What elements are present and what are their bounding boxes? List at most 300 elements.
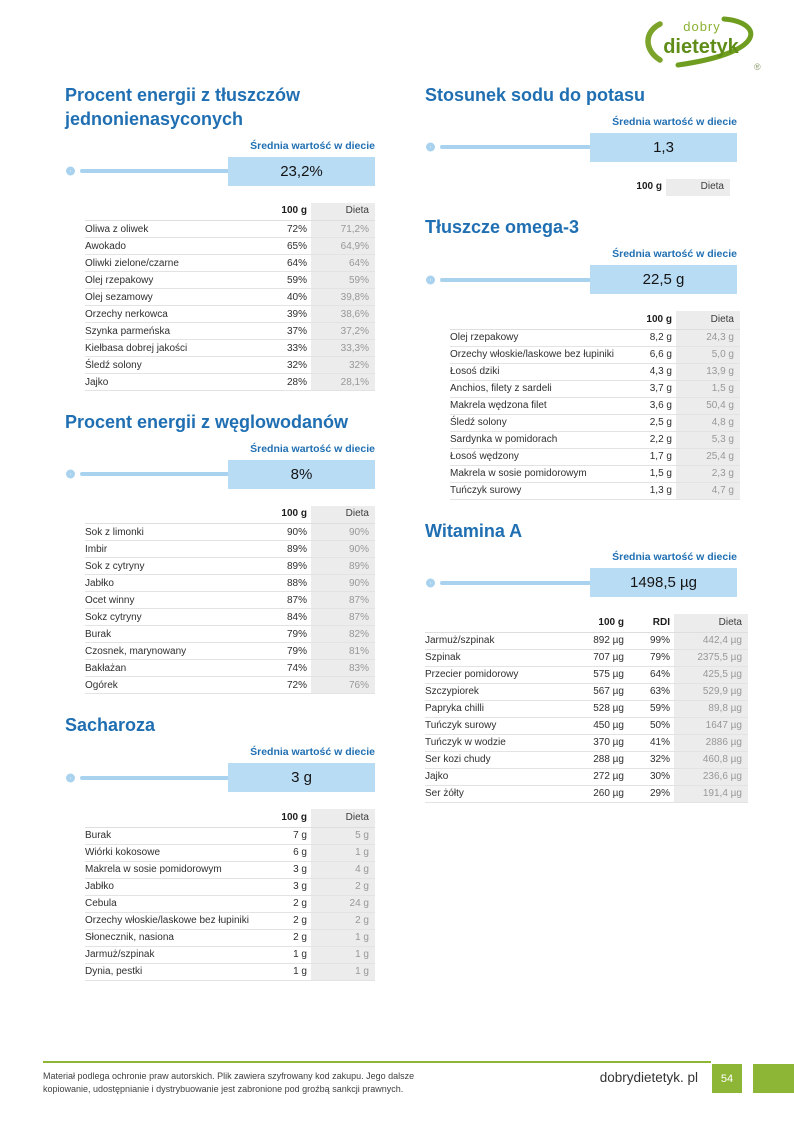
table-row	[85, 844, 375, 861]
table-row	[85, 878, 375, 895]
slider-knob-icon	[426, 275, 435, 284]
column-header: RDI	[628, 614, 674, 632]
table-row	[425, 666, 748, 683]
slider-knob-icon	[66, 773, 75, 782]
product-name-cell: Sok z cytryny	[85, 558, 259, 575]
value-cell: 5,3 g	[676, 431, 740, 448]
nutrient-table-wrap	[425, 614, 748, 803]
product-column-header	[442, 179, 614, 197]
nutrient-section	[425, 84, 748, 196]
avg-value-box: 8%	[228, 460, 375, 489]
product-name-cell: Burak	[85, 827, 259, 844]
column-header: 100 g	[259, 506, 311, 524]
avg-value-box: 3 g	[228, 763, 375, 792]
left-column	[65, 84, 375, 1001]
nutrient-table	[442, 179, 730, 197]
section-title: Procent energii z węglowodanów	[65, 412, 349, 432]
value-cell: 3 g	[259, 878, 311, 895]
value-cell: 892 µg	[572, 632, 628, 649]
table-row	[85, 323, 375, 340]
value-cell: 1 g	[259, 963, 311, 980]
nutrient-table	[450, 311, 740, 500]
product-name-cell: Sok z limonki	[85, 524, 259, 541]
value-slider	[425, 265, 737, 294]
value-cell: 288 µg	[572, 751, 628, 768]
nutrient-section	[425, 216, 748, 499]
table-row	[425, 683, 748, 700]
table-row	[85, 340, 375, 357]
value-cell: 2 g	[311, 878, 375, 895]
value-cell: 99%	[628, 632, 674, 649]
product-name-cell: Wiórki kokosowe	[85, 844, 259, 861]
value-cell: 575 µg	[572, 666, 628, 683]
footer-divider	[43, 1061, 711, 1063]
avg-value-label: Średnia wartość w diecie	[250, 746, 375, 758]
product-name-cell: Szpinak	[425, 649, 572, 666]
table-row	[425, 649, 748, 666]
value-cell: 90%	[311, 575, 375, 592]
value-cell: 28%	[259, 374, 311, 391]
value-cell: 8,2 g	[624, 329, 676, 346]
value-cell: 71,2%	[311, 221, 375, 238]
value-cell: 260 µg	[572, 785, 628, 802]
value-cell: 2 g	[259, 912, 311, 929]
product-name-cell: Śledź solony	[450, 414, 624, 431]
table-row	[85, 929, 375, 946]
product-name-cell: Śledź solony	[85, 357, 259, 374]
product-column-header	[85, 203, 259, 221]
value-cell: 88%	[259, 575, 311, 592]
value-cell: 2,3 g	[676, 465, 740, 482]
logo-word-bottom: dietetyk	[663, 36, 739, 58]
table-row	[85, 357, 375, 374]
product-column-header	[85, 506, 259, 524]
value-cell: 2,5 g	[624, 414, 676, 431]
table-row	[85, 626, 375, 643]
product-name-cell: Jajko	[85, 374, 259, 391]
table-row	[85, 660, 375, 677]
value-cell: 79%	[259, 626, 311, 643]
product-name-cell: Sardynka w pomidorach	[450, 431, 624, 448]
avg-value-label: Średnia wartość w diecie	[612, 115, 737, 128]
column-header: 100 g	[259, 203, 311, 221]
slider-track	[440, 581, 591, 585]
value-cell: 1,3 g	[624, 482, 676, 499]
avg-value-box: 1,3	[590, 133, 737, 162]
value-cell: 63%	[628, 683, 674, 700]
value-cell: 37,2%	[311, 323, 375, 340]
product-name-cell: Łosoś dziki	[450, 363, 624, 380]
product-name-cell: Makrela w sosie pomidorowym	[450, 465, 624, 482]
table-row	[85, 946, 375, 963]
slider-knob-icon	[426, 578, 435, 587]
section-title: Sacharoza	[65, 715, 156, 736]
product-name-cell: Łosoś wędzony	[450, 448, 624, 465]
value-cell: 72%	[259, 221, 311, 238]
product-name-cell: Sokz cytryny	[85, 609, 259, 626]
value-cell: 1,5 g	[624, 465, 676, 482]
column-header: Dieta	[311, 203, 375, 221]
value-cell: 39%	[259, 306, 311, 323]
column-header: Dieta	[311, 506, 375, 524]
value-cell: 528 µg	[572, 700, 628, 717]
value-cell: 2,2 g	[624, 431, 676, 448]
value-cell: 33%	[259, 340, 311, 357]
value-cell: 236,6 µg	[674, 768, 748, 785]
value-cell: 2 g	[311, 912, 375, 929]
value-cell: 64%	[628, 666, 674, 683]
value-cell: 2886 µg	[674, 734, 748, 751]
value-slider	[425, 568, 737, 597]
product-name-cell: Ogórek	[85, 677, 259, 694]
nutrient-section	[425, 520, 748, 803]
column-header: 100 g	[624, 311, 676, 329]
product-name-cell: Oliwa z oliwek	[85, 221, 259, 238]
value-slider	[65, 763, 375, 792]
product-name-cell: Przecier pomidorowy	[425, 666, 572, 683]
table-header-row	[85, 203, 375, 221]
value-cell: 3,6 g	[624, 397, 676, 414]
value-cell: 59%	[628, 700, 674, 717]
value-cell: 1 g	[311, 844, 375, 861]
value-cell: 74%	[259, 660, 311, 677]
value-cell: 5,0 g	[676, 346, 740, 363]
product-column-header	[425, 614, 572, 632]
table-row	[85, 255, 375, 272]
table-row	[425, 717, 748, 734]
slider-track	[440, 278, 591, 282]
value-cell: 79%	[628, 649, 674, 666]
product-name-cell: Kiełbasa dobrej jakości	[85, 340, 259, 357]
value-cell: 1647 µg	[674, 717, 748, 734]
column-header: 100 g	[259, 809, 311, 827]
slider-knob-icon	[66, 167, 75, 176]
product-column-header	[450, 311, 624, 329]
table-row	[85, 861, 375, 878]
value-cell: 2 g	[259, 895, 311, 912]
value-cell: 59%	[311, 272, 375, 289]
table-row	[85, 912, 375, 929]
table-row	[85, 575, 375, 592]
value-cell: 4,3 g	[624, 363, 676, 380]
table-row	[85, 289, 375, 306]
product-name-cell: Tuńczyk surowy	[425, 717, 572, 734]
slider-track	[80, 776, 229, 780]
value-cell: 4,8 g	[676, 414, 740, 431]
avg-value-label: Średnia wartość w diecie	[250, 139, 375, 152]
value-cell: 1 g	[311, 946, 375, 963]
product-name-cell: Ocet winny	[85, 592, 259, 609]
value-cell: 89,8 µg	[674, 700, 748, 717]
table-row	[85, 524, 375, 541]
copyright-notice	[43, 1070, 414, 1095]
product-name-cell: Jabłko	[85, 575, 259, 592]
product-name-cell: Szynka parmeńska	[85, 323, 259, 340]
nutrient-table-wrap	[85, 809, 375, 981]
value-cell: 81%	[311, 643, 375, 660]
value-cell: 87%	[259, 592, 311, 609]
value-cell: 28,1%	[311, 374, 375, 391]
value-cell: 59%	[259, 272, 311, 289]
product-name-cell: Papryka chilli	[425, 700, 572, 717]
logo-word-top: dobry	[683, 19, 721, 34]
table-row	[85, 609, 375, 626]
value-cell: 1,5 g	[676, 380, 740, 397]
value-cell: 72%	[259, 677, 311, 694]
table-header-row	[442, 179, 730, 197]
avg-value-box: 23,2%	[228, 157, 375, 186]
value-cell: 7 g	[259, 827, 311, 844]
value-cell: 1 g	[311, 963, 375, 980]
nutrient-table-wrap	[425, 179, 730, 197]
value-cell: 79%	[259, 643, 311, 660]
table-row	[85, 374, 375, 391]
table-header-row	[425, 614, 748, 632]
nutrient-table	[85, 809, 375, 981]
right-column	[425, 84, 748, 823]
product-name-cell: Makrela wędzona filet	[450, 397, 624, 414]
value-cell: 529,9 µg	[674, 683, 748, 700]
value-cell: 1 g	[259, 946, 311, 963]
value-cell: 90%	[311, 524, 375, 541]
site-link[interactable]: dobrydietetyk. pl	[599, 1070, 698, 1085]
value-cell: 442,4 µg	[674, 632, 748, 649]
value-slider	[425, 133, 737, 162]
nutrient-table	[425, 614, 748, 803]
product-name-cell: Ser żółty	[425, 785, 572, 802]
value-cell: 272 µg	[572, 768, 628, 785]
product-name-cell: Szczypiorek	[425, 683, 572, 700]
section-title: Stosunek sodu do potasu	[425, 85, 646, 105]
table-row	[450, 380, 740, 397]
value-cell: 82%	[311, 626, 375, 643]
product-name-cell: Jabłko	[85, 878, 259, 895]
table-row	[85, 541, 375, 558]
value-cell: 89%	[259, 558, 311, 575]
corner-accent	[753, 1064, 794, 1093]
avg-value-box: 1498,5 µg	[590, 568, 737, 597]
table-row	[450, 465, 740, 482]
table-row	[450, 329, 740, 346]
value-cell: 87%	[311, 592, 375, 609]
value-cell: 32%	[628, 751, 674, 768]
table-row	[85, 963, 375, 980]
product-name-cell: Orzechy włoskie/laskowe bez łupiniki	[450, 346, 624, 363]
value-cell: 191,4 µg	[674, 785, 748, 802]
nutrient-section	[65, 411, 375, 694]
value-cell: 30%	[628, 768, 674, 785]
avg-value-label: Średnia wartość w diecie	[612, 248, 737, 260]
nutrient-table-wrap	[450, 311, 740, 500]
product-name-cell: Czosnek, marynowany	[85, 643, 259, 660]
product-name-cell: Oliwki zielone/czarne	[85, 255, 259, 272]
value-cell: 90%	[259, 524, 311, 541]
value-cell: 87%	[311, 609, 375, 626]
table-header-row	[450, 311, 740, 329]
value-cell: 64%	[259, 255, 311, 272]
value-cell: 32%	[311, 357, 375, 374]
copyright-line-1: Materiał podlega ochronie praw autorskich. Plik zawiera szyfrowany kod zakupu. Jego dalsze	[43, 1071, 415, 1081]
nutrient-section	[65, 84, 375, 391]
nutrient-table	[85, 506, 375, 695]
product-name-cell: Olej sezamowy	[85, 289, 259, 306]
table-header-row	[85, 506, 375, 524]
value-cell: 84%	[259, 609, 311, 626]
page-number-badge: 54	[712, 1064, 742, 1093]
column-header: Dieta	[311, 809, 375, 827]
table-row	[450, 431, 740, 448]
logo-swoosh-icon	[624, 10, 786, 74]
value-cell: 5 g	[311, 827, 375, 844]
product-name-cell: Olej rzepakowy	[85, 272, 259, 289]
value-cell: 425,5 µg	[674, 666, 748, 683]
table-row	[85, 306, 375, 323]
value-slider	[65, 460, 375, 489]
product-name-cell: Dynia, pestki	[85, 963, 259, 980]
value-cell: 707 µg	[572, 649, 628, 666]
slider-knob-icon	[426, 143, 435, 152]
table-row	[450, 482, 740, 499]
section-title: Procent energii z tłuszczów jednonienasyconych	[65, 85, 301, 129]
brand-logo	[624, 10, 786, 74]
nutrient-section	[65, 714, 375, 980]
avg-value-box: 22,5 g	[590, 265, 737, 294]
table-row	[85, 558, 375, 575]
table-row	[450, 397, 740, 414]
product-name-cell: Orzechy włoskie/laskowe bez łupiniki	[85, 912, 259, 929]
table-row	[450, 363, 740, 380]
nutrient-table-wrap	[85, 506, 375, 695]
value-cell: 567 µg	[572, 683, 628, 700]
column-header: 100 g	[636, 181, 662, 193]
table-row	[85, 827, 375, 844]
value-cell: 64,9%	[311, 238, 375, 255]
value-cell: 6,6 g	[624, 346, 676, 363]
avg-value-label: Średnia wartość w diecie	[612, 551, 737, 564]
value-cell: 76%	[311, 677, 375, 694]
value-cell: 39,8%	[311, 289, 375, 306]
table-row	[425, 700, 748, 717]
registered-mark: ®	[754, 62, 761, 72]
value-cell: 33,3%	[311, 340, 375, 357]
nutrient-table	[85, 203, 375, 392]
value-slider	[65, 157, 375, 186]
column-header: Dieta	[666, 179, 730, 197]
column-header: Dieta	[674, 614, 748, 632]
value-cell: 2375,5 µg	[674, 649, 748, 666]
product-name-cell: Jajko	[425, 768, 572, 785]
table-row	[450, 414, 740, 431]
table-row	[425, 734, 748, 751]
value-cell: 24 g	[311, 895, 375, 912]
table-row	[450, 346, 740, 363]
value-cell: 38,6%	[311, 306, 375, 323]
table-row	[425, 751, 748, 768]
value-cell: 32%	[259, 357, 311, 374]
product-name-cell: Jarmuż/szpinak	[85, 946, 259, 963]
table-row	[85, 272, 375, 289]
product-column-header	[85, 809, 259, 827]
table-row	[85, 677, 375, 694]
product-name-cell: Tuńczyk surowy	[450, 482, 624, 499]
table-row	[425, 785, 748, 802]
product-name-cell: Cebula	[85, 895, 259, 912]
value-cell: 1,7 g	[624, 448, 676, 465]
value-cell: 3 g	[259, 861, 311, 878]
table-row	[450, 448, 740, 465]
table-row	[85, 643, 375, 660]
value-cell: 41%	[628, 734, 674, 751]
value-cell: 29%	[628, 785, 674, 802]
value-cell: 89%	[311, 558, 375, 575]
table-row	[85, 221, 375, 238]
value-cell: 13,9 g	[676, 363, 740, 380]
table-row	[85, 895, 375, 912]
table-header-row	[85, 809, 375, 827]
value-cell: 83%	[311, 660, 375, 677]
product-name-cell: Olej rzepakowy	[450, 329, 624, 346]
value-cell: 64%	[311, 255, 375, 272]
nutrient-table-wrap	[85, 203, 375, 392]
value-cell: 89%	[259, 541, 311, 558]
value-cell: 450 µg	[572, 717, 628, 734]
slider-track	[80, 472, 229, 476]
column-header: Dieta	[676, 311, 740, 329]
value-cell: 6 g	[259, 844, 311, 861]
value-cell: 50,4 g	[676, 397, 740, 414]
product-name-cell: Anchios, filety z sardeli	[450, 380, 624, 397]
table-row	[425, 632, 748, 649]
product-name-cell: Imbir	[85, 541, 259, 558]
value-cell: 1 g	[311, 929, 375, 946]
page-footer	[43, 1061, 794, 1103]
slider-track	[440, 145, 591, 149]
slider-knob-icon	[66, 470, 75, 479]
value-cell: 24,3 g	[676, 329, 740, 346]
product-name-cell: Awokado	[85, 238, 259, 255]
product-name-cell: Słonecznik, nasiona	[85, 929, 259, 946]
copyright-line-2: kopiowanie, udostępnianie i dystrybuowanie jest zabronione pod groźbą sankcji prawnych.	[43, 1083, 404, 1094]
product-name-cell: Makrela w sosie pomidorowym	[85, 861, 259, 878]
value-cell: 460,8 µg	[674, 751, 748, 768]
table-row	[85, 238, 375, 255]
value-cell: 2 g	[259, 929, 311, 946]
value-cell: 370 µg	[572, 734, 628, 751]
value-cell: 4 g	[311, 861, 375, 878]
column-header: 100 g	[572, 614, 628, 632]
section-title: Witamina A	[425, 520, 523, 541]
product-name-cell: Jarmuż/szpinak	[425, 632, 572, 649]
product-name-cell: Tuńczyk w wodzie	[425, 734, 572, 751]
product-name-cell: Burak	[85, 626, 259, 643]
table-row	[85, 592, 375, 609]
value-cell: 37%	[259, 323, 311, 340]
value-cell: 25,4 g	[676, 448, 740, 465]
value-cell: 40%	[259, 289, 311, 306]
product-name-cell: Ser kozi chudy	[425, 751, 572, 768]
value-cell: 65%	[259, 238, 311, 255]
value-cell: 3,7 g	[624, 380, 676, 397]
table-row	[425, 768, 748, 785]
section-title: Tłuszcze omega-3	[425, 217, 580, 238]
product-name-cell: Orzechy nerkowca	[85, 306, 259, 323]
value-cell: 4,7 g	[676, 482, 740, 499]
value-cell: 90%	[311, 541, 375, 558]
avg-value-label: Średnia wartość w diecie	[250, 442, 375, 455]
product-name-cell: Bakłażan	[85, 660, 259, 677]
slider-track	[80, 169, 229, 173]
value-cell: 50%	[628, 717, 674, 734]
